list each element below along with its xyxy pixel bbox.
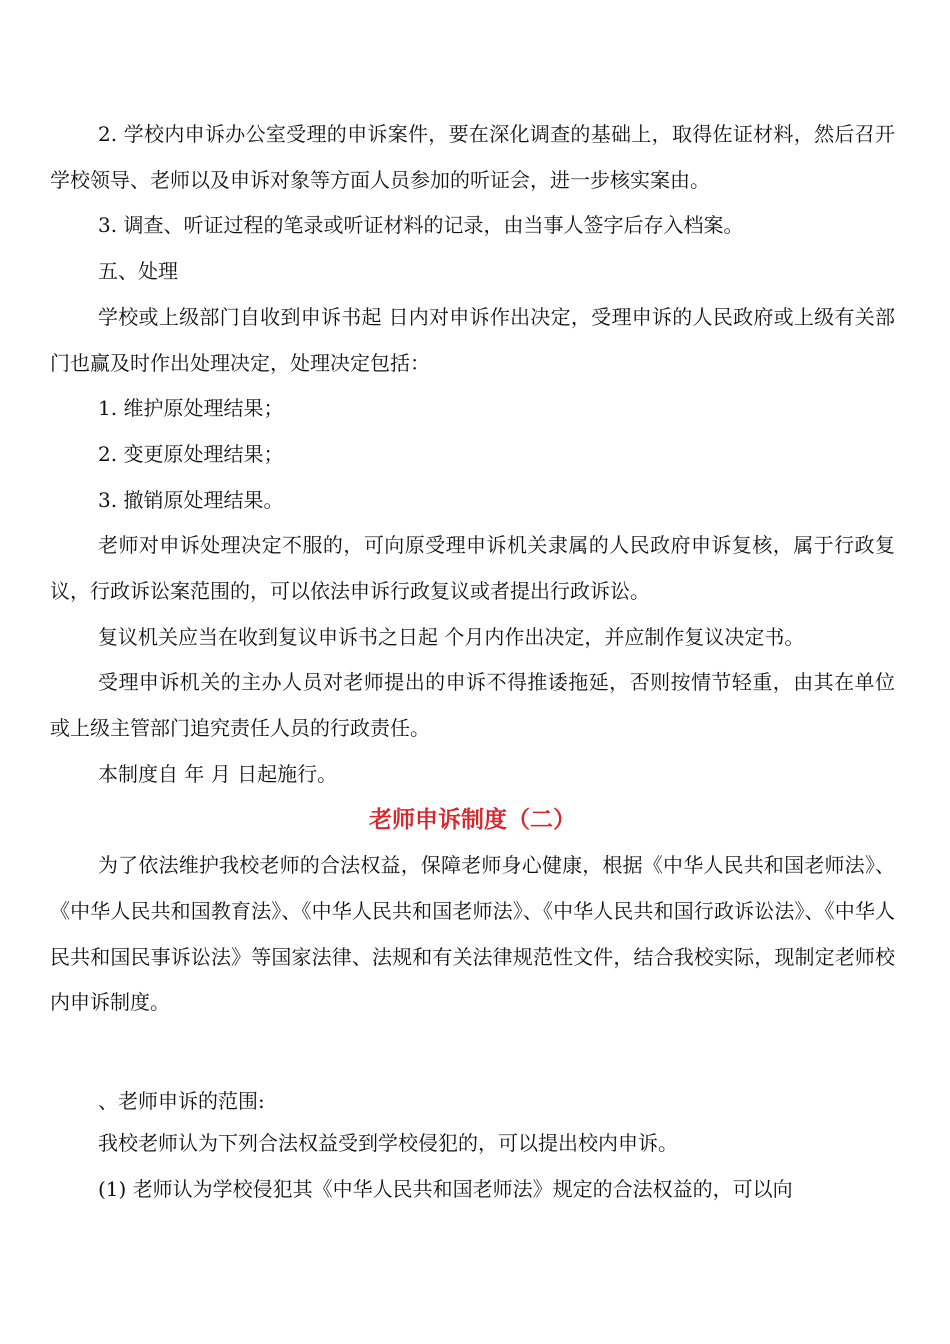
list-item-revoke: 3. 撤销原处理结果。 [98, 487, 284, 512]
document-page [50, 112, 895, 1212]
paragraph-scope: 我校老师认为下列合法权益受到学校侵犯的，可以提出校内申诉。 [98, 1131, 678, 1156]
paragraph-hearing: 2. 学校内申诉办公室受理的申诉案件，要在深化调查的基础上，取得佐证材料，然后召开学校领导、老师以及申诉对象等方面人员参加的听证会，进一步核实案由。 [50, 122, 895, 192]
paragraph-records: 3. 调查、听证过程的笔录或听证材料的记录，由当事人签字后存入档案。 [98, 213, 744, 238]
list-item-maintain: 1. 维护原处理结果； [98, 396, 284, 421]
paragraph-intro: 为了依法维护我校老师的合法权益，保障老师身心健康，根据《中华人民共和国老师法》、《中华人民共和国教育法》、《中华人民共和国老师法》、《中华人民共和国行政诉讼法》、《中华人民共和国民事诉讼法》等国家法律、法规和有关法律规范性文件，结合我校实际，现制定老师校内申诉制度。 [50, 853, 895, 1015]
list-item-scope-1: (1) 老师认为学校侵犯其《中华人民共和国老师法》规定的合法权益的，可以向 [98, 1176, 793, 1201]
paragraph-effective-date: 本制度自 年 月 日起施行。 [98, 761, 338, 786]
paragraph-responsibility: 受理申诉机关的主办人员对老师提出的申诉不得推诿拖延，否则按情节轻重，由其在单位或上级主管部门追究责任人员的行政责任。 [50, 670, 895, 741]
document-title: 老师申诉制度（二） [369, 806, 576, 833]
paragraph-review: 老师对申诉处理决定不服的，可向原受理申诉机关隶属的人民政府申诉复核，属于行政复议，行政诉讼案范围的，可以依法申诉行政复议或者提出行政诉讼。 [50, 533, 895, 604]
section-heading-scope: 、老师申诉的范围: [98, 1089, 265, 1114]
section-heading-handling: 五、处理 [98, 259, 178, 284]
paragraph-reconsideration: 复议机关应当在收到复议申诉书之日起 个月内作出决定，并应制作复议决定书。 [98, 624, 805, 649]
list-item-change: 2. 变更原处理结果； [98, 441, 284, 466]
blank-space [50, 1026, 895, 1081]
paragraph-decision: 学校或上级部门自收到申诉书起 日内对申诉作出决定，受理申诉的人民政府或上级有关部门也赢及时作出处理决定，处理决定包括： [50, 304, 895, 375]
